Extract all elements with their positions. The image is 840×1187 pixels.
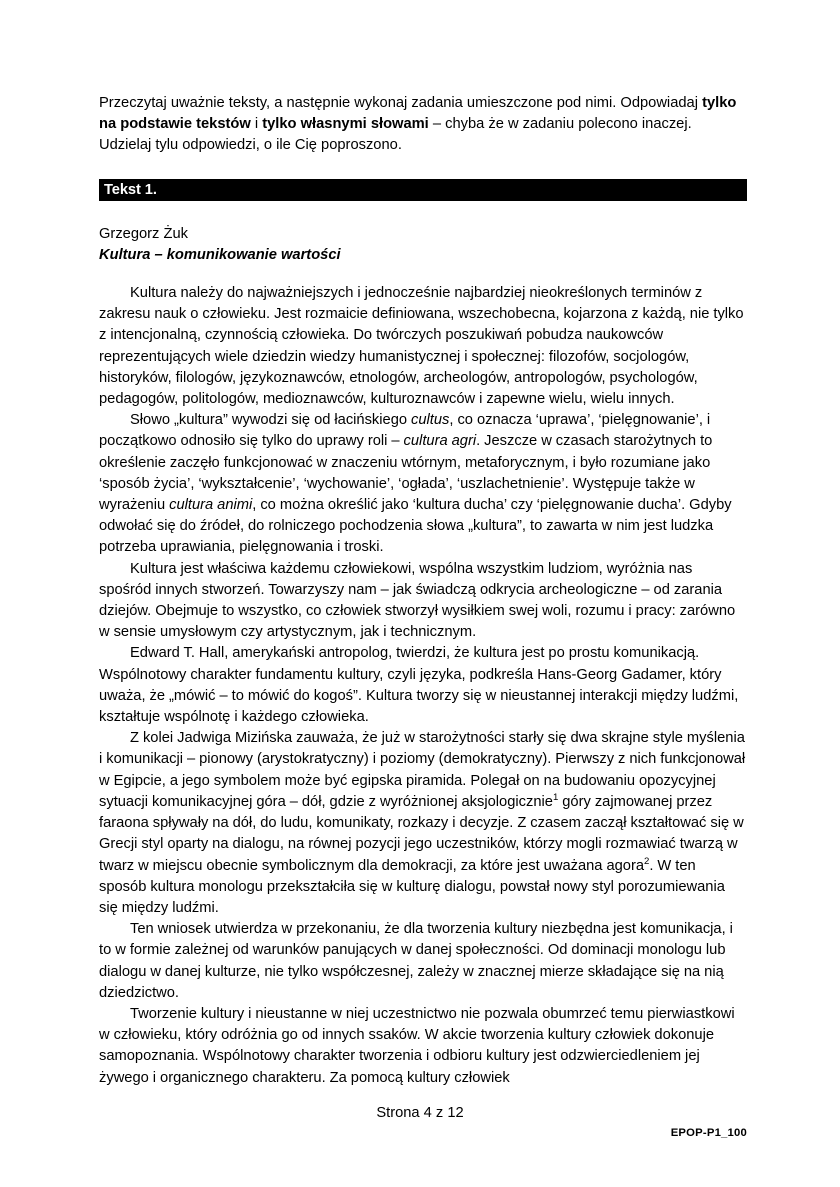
paragraph-text: , co można określić jako ‘kultura ducha’ czy ‘pielęgnowanie ducha’. Gdyby odwołać się do źródeł, do rolniczego pochodzenia słowa „kultura”, to zawarta w nim jest ludzka potrzeba uprawiania, pielęgnowania i troski. bbox=[99, 497, 732, 556]
instructions-paragraph bbox=[99, 93, 747, 157]
latin-term: cultus bbox=[411, 412, 450, 429]
paragraph-text: Z kolei Jadwiga Mizińska zauważa, że już w starożytności starły się dwa skrajne style myślenia i komunikacji – pionowy (arystokratyczny) i poziomy (demokratyczny). Pierwszy z nich funkcjonował w Egipcie, a jego symbolem może być egipska piramida. Polegał on na budowaniu opozycyjnej sytuacji komunikacyjnej góra – dół, gdzie z wyróżnionej aksjologicznie bbox=[99, 730, 746, 810]
page-content bbox=[99, 93, 747, 1089]
body-paragraph-p5 bbox=[99, 728, 747, 919]
paragraph-text: góry zajmowanej przez faraona spływały na dół, do ludu, komunikaty, rozkazy i decyzje. Z czasem zaczął kształtować się w Grecji styl oparty na dialogu, na równej pozycji jego uczestników, którzy mogli rozmawiać twarzą w twarz w miejscu obecnie symbolicznym dla demokracji, za które jest uważana agora bbox=[99, 793, 744, 874]
latin-term: cultura animi bbox=[169, 497, 253, 514]
instructions-conjunction: i bbox=[250, 116, 263, 133]
footnote-marker-1: 1 bbox=[552, 792, 559, 803]
body-paragraph-p1 bbox=[99, 283, 747, 410]
footer-page-number: Strona 4 z 12 bbox=[376, 1105, 464, 1121]
instructions-text-part1: Przeczytaj uważnie teksty, a następnie wykonaj zadania umieszczone pod nimi. Odpowiadaj bbox=[99, 95, 703, 111]
text-author: Grzegorz Żuk bbox=[99, 225, 188, 242]
body-paragraph-p4 bbox=[99, 643, 747, 728]
section-banner: Tekst 1. bbox=[99, 179, 747, 201]
paragraph-text: Tworzenie kultury i nieustanne w niej uczestnictwo nie pozwala obumrzeć temu pierwiastkowi w człowieku, który odróżnia go od innych ssaków. W akcie tworzenia kultury człowiek dokonuje samopoznania. Wspólnotowy charakter tworzenia i odbioru kultury jest odzwierciedleniem jej żywego i organicznego charakteru. Za pomocą kultury człowiek bbox=[99, 1005, 735, 1086]
paragraph-text: Kultura jest właściwa każdemu człowiekowi, wspólna wszystkim ludziom, wyróżnia nas spośród innych stworzeń. Towarzyszy nam – jak świadczą odkrycia archeologiczne – od zarania dziejów. Obejmuje to wszystko, co człowiek stworzył wysiłkiem swej woli, rozumu i pracy: zarówno w sensie umysłowym czy artystycznym, jak i technicznym. bbox=[99, 560, 736, 641]
instructions-text-part2: – chyba że w zadaniu polecono inaczej. Udzielaj tylu odpowiedzi, o ile Cię poproszono. bbox=[99, 116, 692, 154]
paragraph-text: . W ten sposób kultura monologu przekształciła się w kulturę dialogu, powstał nowy styl porozumiewania się między ludźmi. bbox=[99, 857, 725, 916]
body-paragraph-p7 bbox=[99, 1004, 747, 1089]
instructions-bold-ownwords: tylko własnymi słowami bbox=[262, 116, 429, 133]
footer-exam-code: EPOP-P1_100 bbox=[670, 1127, 747, 1139]
body-paragraph-p3 bbox=[99, 559, 747, 644]
body-paragraph-p2 bbox=[99, 410, 747, 558]
latin-term: cultura agri bbox=[403, 433, 477, 450]
paragraph-text: Edward T. Hall, amerykański antropolog, twierdzi, że kultura jest po prostu komunikacją. Wspólnotowy charakter fundamentu kultury, czyli języka, podkreśla Hans-Georg Gadamer, który uważa, że „mówić – to mówić do kogoś”. Kultura tworzy się w nieustannej interakcji między ludźmi, kształtuje wspólnotę i każdego człowieka. bbox=[99, 645, 739, 726]
paragraph-text: , co oznacza ‘uprawa’, ‘pielęgnowanie’, i początkowo odnosiło się tylko do uprawy roli – bbox=[99, 412, 711, 450]
body-paragraph-p6 bbox=[99, 919, 747, 1004]
paragraph-text: Kultura należy do najważniejszych i jednocześnie najbardziej nieokreślonych terminów z zakresu nauk o człowieku. Jest rozmaicie definiowana, wszechobecna, kojarzona z każdą, nie tylko z intencjonalną, czynnością człowieka. Do twórczych poszukiwań pobudza naukowców reprezentujących wiele dziedzin wiedzy humanistycznej i społecznej: filozofów, socjologów, historyków, filologów, językoznawców, etnologów, archeologów, antropologów, psychologów, pedagogów, politologów, medioznawców, kulturoznawców i zapewne wielu, wielu innych. bbox=[99, 285, 744, 408]
footnote-marker-2: 2 bbox=[644, 855, 650, 867]
instructions-bold-source: tylko na podstawie tekstów bbox=[99, 95, 737, 133]
text-title: Kultura – komunikowanie wartości bbox=[99, 246, 341, 263]
paragraph-text: Ten wniosek utwierdza w przekonaniu, że dla tworzenia kultury niezbędna jest komunikacja, i to w formie zależnej od warunków panujących w danej społeczności. Od dominacji monologu lub dialogu w danej kulturze, nie tylko współczesnej, zależy w znacznej mierze składające się na nią dziedzictwo. bbox=[99, 921, 733, 1001]
paragraph-text: . Jeszcze w czasach starożytnych to określenie zaczęło funkcjonować w znaczeniu wtórnym, metaforycznym, i było rozumiane jako ‘sposób życia’, ‘wykształcenie’, ‘wychowanie’, ‘ogłada’, ‘uszlachetnienie’. Występuje także w wyrażeniu bbox=[99, 433, 713, 514]
article-body bbox=[99, 283, 747, 1089]
paragraph-text: Słowo „kultura” wywodzi się od łacińskiego bbox=[130, 412, 412, 429]
